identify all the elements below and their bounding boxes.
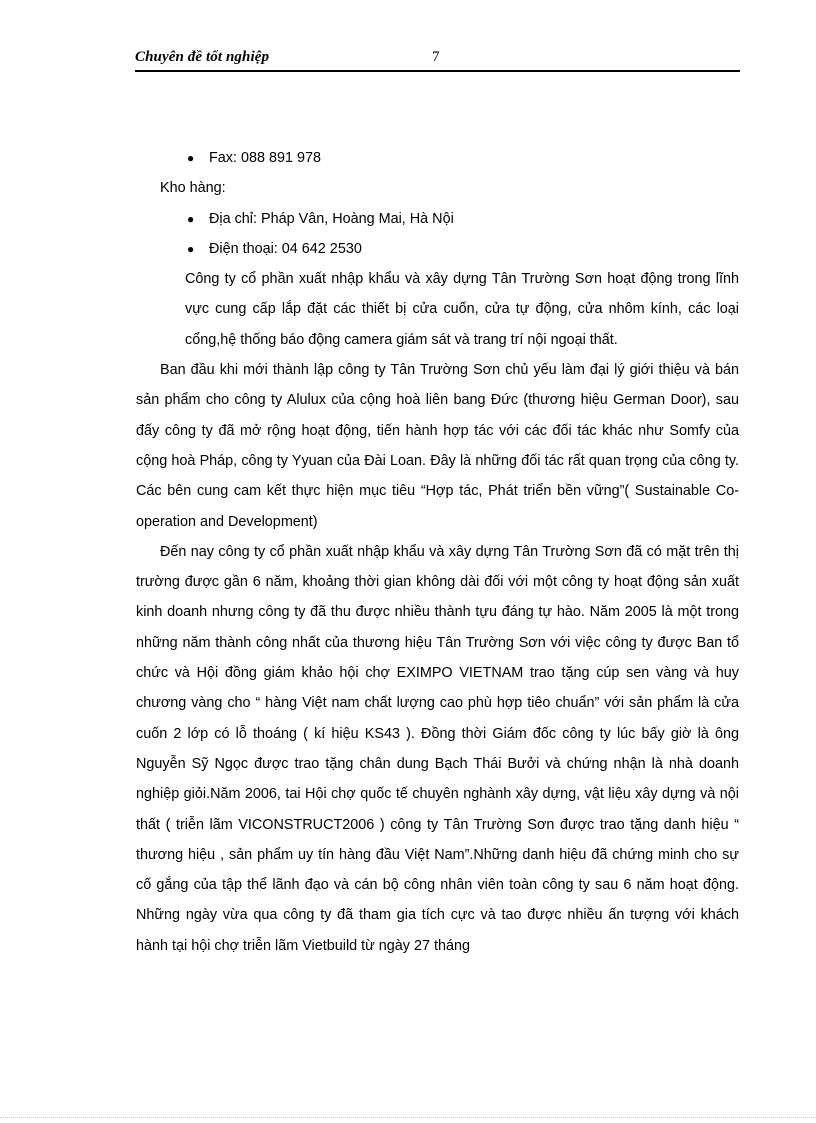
address-line (136, 204, 739, 234)
fax-text: Fax: 088 891 978 (209, 150, 322, 166)
bullet-icon: ● (187, 241, 195, 256)
bullet-icon: ● (187, 151, 195, 165)
address-text: Địa chỉ: Pháp Vân, Hoàng Mai, Hà Nội (209, 210, 454, 227)
fax-line (136, 143, 739, 173)
page-header (135, 48, 740, 72)
header-title: Chuyên đề tốt nghiệp (135, 49, 270, 65)
page-number: 7 (432, 49, 440, 65)
document-body (136, 143, 739, 961)
history-paragraph: Ban đầu khi mới thành lập công ty Tân Trường Sơn chủ yếu làm đại lý giới thiệu và bán sản phẩm cho công ty Alulux của cộng hoà liên bang Đức (thương hiệu German Door), sau đấy công ty đã mở rộng hoạt động, tiến hành hợp tác với các đối tác khác như Somfy của cộng hoà Pháp, công ty Yyuan của Đài Loan. Đây là những đối tác rất quan trọng của công ty. Các bên cung cam kết thực hiện mục tiêu “Hợp tác, Phát triển bền vững”( Sustainable Co-operation and Development) (136, 362, 739, 530)
phone-text: Điện thoại: 04 642 2530 (209, 240, 362, 257)
achievements-paragraph: Đến nay công ty cổ phần xuất nhập khẩu và xây dựng Tân Trường Sơn đã có mặt trên thị trường được gần 6 năm, khoảng thời gian không dài đối với một công ty hoạt động sản xuất kinh doanh nhưng công ty đã thu được nhiều thành tựu đáng tự hào. Năm 2005 là một trong những năm thành công nhất của thương hiệu Tân Trường Sơn với việc công ty được Ban tổ chức và Hội đồng giám khảo hội chợ EXIMPO VIETNAM trao tặng cúp sen vàng và huy chương vàng cho “ hàng Việt nam chất lượng cao phù hợp tiêo chuẩn” với sản phẩm là cửa cuốn 2 lớp có lỗ thoáng ( kí hiệu KS43 ). Đồng thời Giám đốc công ty lúc bấy giờ là ông Nguyễn Sỹ Ngọc được trao tặng chân dung Bạch Thái Bưởi và chứng nhận là nhà doanh nghiệp giỏi.Năm 2006, tai Hội chợ quốc tế chuyên nghành xây dựng, vật liệu xây dựng và nội thất ( triễn lãm VICONSTRUCT2006 ) công ty Tân Trường Sơn được trao tặng danh hiệu “ thương hiệu , sản phẩm uy tín hàng đầu Việt Nam”.Những danh hiệu đã chứng minh cho sự cố gắng của tập thể lãnh đạo và cán bộ công nhân viên toàn công ty sau 6 năm hoạt động. Những ngày vừa qua công ty đã tham gia tích cực và tao được nhiều ấn tượng với khách hành tại hội chợ triễn lãm Vietbuild từ ngày 27 tháng (136, 543, 739, 954)
phone-line (136, 234, 739, 264)
page-bottom-divider (0, 1117, 816, 1118)
intro-paragraph: Công ty cổ phần xuất nhập khẩu và xây dựng Tân Trường Sơn hoạt động trong lĩnh vực cung cấp lắp đặt các thiết bị cửa cuốn, cửa tự động, cửa nhôm kính, các loại cổng,hệ thống báo động camera giám sát và trang trí nội ngoại thất. (185, 271, 739, 348)
warehouse-label: Kho hàng: (160, 180, 226, 197)
bullet-icon: ● (187, 211, 195, 226)
